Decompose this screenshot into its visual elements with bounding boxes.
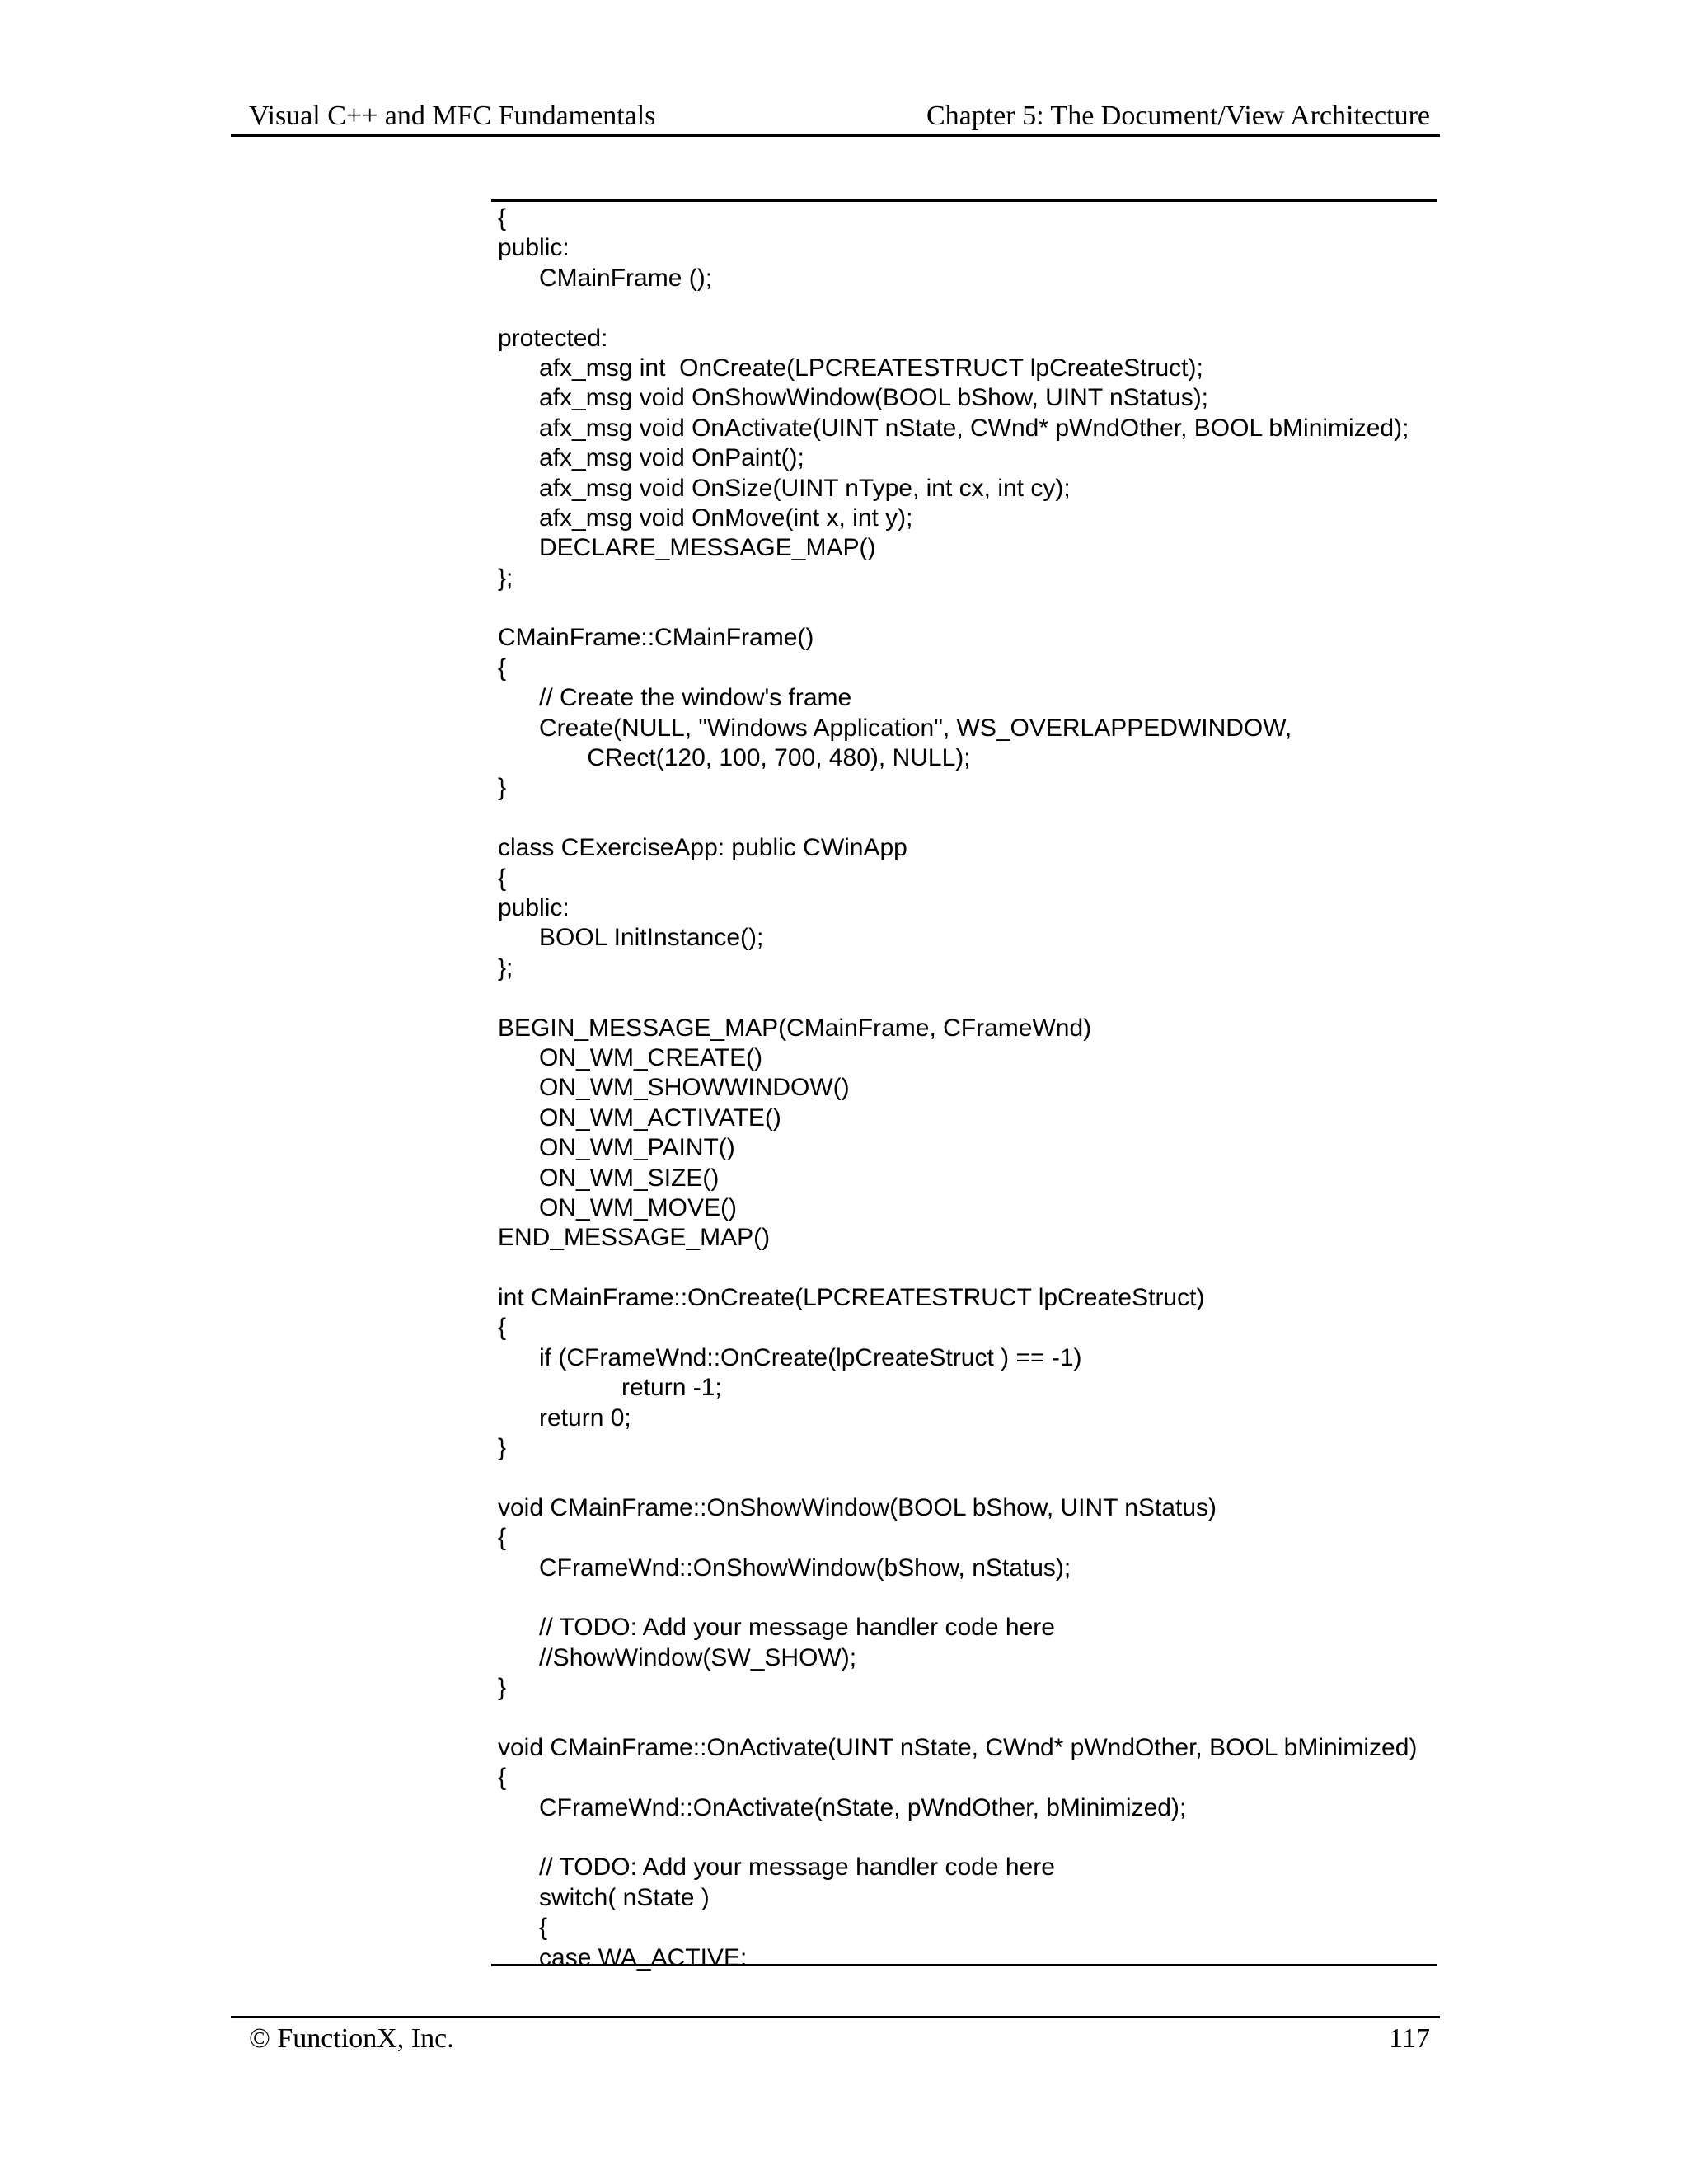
code-line: afx_msg void OnActivate(UINT nState, CWnd* pWndOther, BOOL bMinimized); — [498, 414, 1409, 442]
code-line: return 0; — [498, 1404, 631, 1432]
code-line: ON_WM_CREATE() — [498, 1043, 763, 1071]
page-footer — [231, 2016, 1440, 2058]
code-line: }; — [498, 564, 513, 592]
code-line: afx_msg int OnCreate(LPCREATESTRUCT lpCreateStruct); — [498, 354, 1203, 382]
code-line: Create(NULL, "Windows Application", WS_OVERLAPPEDWINDOW, — [498, 714, 1292, 742]
code-line: BEGIN_MESSAGE_MAP(CMainFrame, CFrameWnd) — [498, 1014, 1092, 1042]
code-line: //ShowWindow(SW_SHOW); — [498, 1643, 857, 1671]
code-line: public: — [498, 893, 570, 921]
code-line — [498, 1583, 1437, 1613]
code-line: { — [498, 1914, 548, 1942]
book-title: Visual C++ and MFC Fundamentals — [249, 101, 656, 131]
code-line — [498, 1254, 1437, 1283]
code-line: int CMainFrame::OnCreate(LPCREATESTRUCT lpCreateStruct) — [498, 1284, 1205, 1312]
code-line — [498, 1704, 1437, 1733]
code-line: BOOL InitInstance(); — [498, 924, 764, 952]
code-line: class CExerciseApp: public CWinApp — [498, 834, 907, 862]
copyright-notice: © FunctionX, Inc. — [249, 2023, 454, 2054]
code-line: }; — [498, 954, 513, 982]
code-line: switch( nState ) — [498, 1883, 710, 1911]
code-line: void CMainFrame::OnShowWindow(BOOL bShow, UINT nStatus) — [498, 1493, 1217, 1521]
code-line: afx_msg void OnPaint(); — [498, 444, 804, 472]
page-number: 117 — [1389, 2023, 1430, 2054]
code-line: { — [498, 1524, 507, 1552]
code-line: CMainFrame::CMainFrame() — [498, 624, 814, 652]
code-line: DECLARE_MESSAGE_MAP() — [498, 534, 876, 562]
code-line: { — [498, 654, 507, 682]
code-line: // TODO: Add your message handler code here — [498, 1614, 1055, 1642]
chapter-title: Chapter 5: The Document/View Architecture — [926, 101, 1430, 131]
code-line: END_MESSAGE_MAP() — [498, 1224, 771, 1252]
code-block-bottom-rule — [491, 1964, 1437, 1966]
code-line: CMainFrame (); — [498, 264, 713, 292]
page-header — [231, 97, 1440, 137]
code-line: return -1; — [498, 1374, 722, 1402]
code-line: void CMainFrame::OnActivate(UINT nState, CWnd* pWndOther, BOOL bMinimized) — [498, 1733, 1418, 1761]
code-line: { — [498, 204, 507, 232]
code-line: } — [498, 1674, 507, 1702]
code-line — [498, 593, 1437, 623]
code-line: afx_msg void OnMove(int x, int y); — [498, 504, 913, 532]
code-line: // Create the window's frame — [498, 684, 852, 712]
code-line — [498, 293, 1437, 323]
code-line: CRect(120, 100, 700, 480), NULL); — [498, 744, 971, 772]
code-line: if (CFrameWnd::OnCreate(lpCreateStruct ) == -1) — [498, 1343, 1082, 1371]
code-line — [498, 804, 1437, 833]
code-line: afx_msg void OnSize(UINT nType, int cx, int cy); — [498, 474, 1071, 502]
code-line: { — [498, 1764, 507, 1792]
code-line — [498, 1823, 1437, 1853]
code-line — [498, 1463, 1437, 1493]
code-line: CFrameWnd::OnShowWindow(bShow, nStatus); — [498, 1554, 1071, 1582]
code-block-top-rule — [491, 199, 1437, 202]
code-line: } — [498, 774, 507, 802]
code-listing — [498, 204, 1437, 1973]
code-line: ON_WM_SHOWWINDOW() — [498, 1074, 850, 1102]
code-line: CFrameWnd::OnActivate(nState, pWndOther, bMinimized); — [498, 1793, 1187, 1821]
code-line: ON_WM_MOVE() — [498, 1193, 738, 1221]
code-line: protected: — [498, 324, 608, 352]
code-line: { — [498, 864, 507, 892]
code-line: case WA_ACTIVE: — [498, 1943, 748, 1971]
code-line: public: — [498, 234, 570, 262]
code-line: afx_msg void OnShowWindow(BOOL bShow, UINT nStatus); — [498, 384, 1209, 412]
code-line: // TODO: Add your message handler code here — [498, 1854, 1055, 1882]
code-line: ON_WM_PAINT() — [498, 1134, 735, 1162]
code-line: { — [498, 1314, 507, 1342]
code-line: ON_WM_ACTIVATE() — [498, 1104, 781, 1132]
code-line: } — [498, 1434, 507, 1462]
code-line — [498, 983, 1437, 1013]
code-line: ON_WM_SIZE() — [498, 1164, 720, 1192]
